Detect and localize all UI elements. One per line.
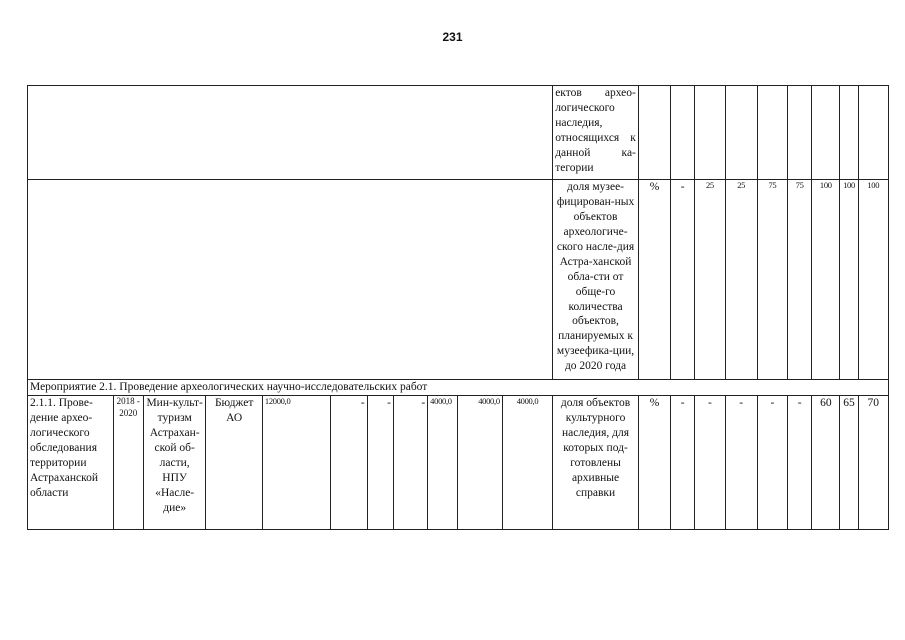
funding-year-cell: - <box>367 396 393 530</box>
unit-cell: % <box>638 180 670 380</box>
years-cell: 2018 - 2020 <box>113 396 143 530</box>
indicator-cell: доля объектов культурного наследия, для которых под-готовлены архивные справки <box>553 396 639 530</box>
value-cell: 70 <box>858 396 888 530</box>
value-cell: - <box>757 396 787 530</box>
indicator-cell: ектов архео-логического наследия, относящихся к данной ка-тегории <box>553 86 639 180</box>
value-cell: 25 <box>725 180 757 380</box>
value-cell: 75 <box>757 180 787 380</box>
unit-cell <box>638 86 670 180</box>
value-cell <box>858 86 888 180</box>
funding-year-cell: - <box>393 396 427 530</box>
value-cell: 100 <box>858 180 888 380</box>
value-cell: 65 <box>840 396 858 530</box>
value-cell <box>725 86 757 180</box>
value-cell: 100 <box>840 180 858 380</box>
value-cell <box>695 86 725 180</box>
funding-source-cell: Бюджет АО <box>206 396 262 530</box>
value-cell: - <box>695 396 725 530</box>
value-cell: - <box>725 396 757 530</box>
value-cell <box>788 86 812 180</box>
value-cell <box>840 86 858 180</box>
table-row <box>28 86 889 180</box>
empty-merged-cell <box>28 180 553 380</box>
value-cell <box>812 86 840 180</box>
executor-cell: Мин-культ-туризм Астрахан-ской об-ласти, НПУ «Насле-дие» <box>143 396 206 530</box>
section-title: Мероприятие 2.1. Проведение археологических научно-исследовательских работ <box>28 380 889 396</box>
value-cell: 25 <box>695 180 725 380</box>
section-row <box>28 380 889 396</box>
measure-code-cell: 2.1.1. Прове-дение архео-логического обследования территории Астраханской области <box>28 396 114 530</box>
unit-cell: % <box>638 396 670 530</box>
funding-year-cell: 4000,0 <box>428 396 458 530</box>
program-table <box>27 85 889 530</box>
value-cell: - <box>788 396 812 530</box>
funding-year-cell: - <box>331 396 367 530</box>
value-cell: 60 <box>812 396 840 530</box>
table-row <box>28 180 889 380</box>
value-cell: - <box>671 396 695 530</box>
funding-year-cell: 4000,0 <box>502 396 552 530</box>
indicator-cell: доля музее-фицирован-ных объектов археологиче-ского насле-дия Астра-ханской обла-сти от обще-го количества объектов, планируемых к музеефика-ции, до 2020 года <box>553 180 639 380</box>
value-cell <box>671 86 695 180</box>
funding-total-cell: 12000,0 <box>262 396 331 530</box>
value-cell: - <box>671 180 695 380</box>
funding-year-cell: 4000,0 <box>458 396 502 530</box>
value-cell: 100 <box>812 180 840 380</box>
page-number: 231 <box>442 30 463 44</box>
value-cell: 75 <box>788 180 812 380</box>
empty-merged-cell <box>28 86 553 180</box>
table-row <box>28 396 889 530</box>
value-cell <box>757 86 787 180</box>
